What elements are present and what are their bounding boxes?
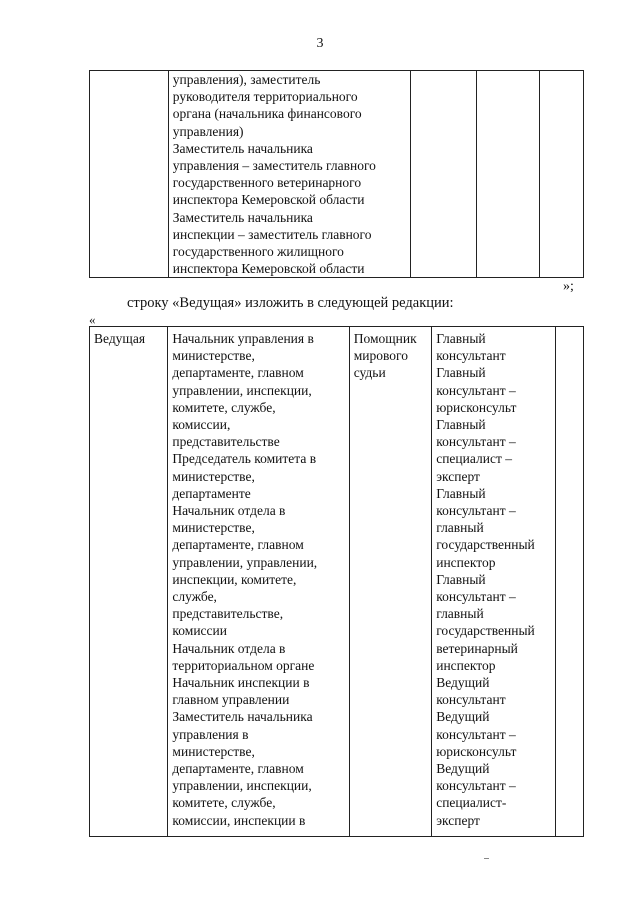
text-line: консультант – [436,503,516,519]
text-line: комиссии, инспекции в [172,812,306,828]
category-cell [90,327,168,837]
positions-list [172,330,344,829]
text-line: представительстве, [172,606,284,622]
text-line: комиссии, [172,417,231,433]
text-line: государственный [436,623,535,639]
text-line: ветеринарный [436,640,518,656]
text-line: инспектор [436,657,496,673]
text-line: эксперт [436,812,480,828]
text-line: управлении, инспекции, [172,778,312,794]
opening-quote: « [89,312,96,327]
text-line: Главный [436,365,486,381]
text-line: консультант [436,692,506,708]
text-line: эксперт [436,468,480,484]
text-line: Главный [436,485,486,501]
text-line: Начальник управления в [172,331,314,346]
text-line: управления), заместитель [172,72,321,87]
text-line: департаменте, главном [172,365,304,381]
text-line: государственного жилищного [172,244,344,260]
text-line: министерстве, [172,743,255,759]
table-cell-empty [411,71,476,278]
text-line: комиссии [172,623,227,639]
text-line: Главный [436,331,486,346]
text-line: главный [436,520,484,536]
scan-mark [484,858,489,859]
text-line: департаменте, главном [172,537,304,553]
text-line: комитете, службе, [172,399,276,415]
text-line: территориальном органе [172,657,315,673]
text-line: управления в [172,726,249,742]
text-line: управлении, инспекции, [172,382,312,398]
text-line: Председатель комитета в [172,451,317,467]
text-line: управлении, управлении, [172,554,318,570]
text-line: службе, [172,589,217,605]
assistant-position-list [354,330,428,382]
positions-list [173,71,406,277]
category-label: Ведущая [94,331,146,346]
text-line: управления) [172,123,244,139]
text-line: инспектора Кемеровской области [172,261,365,277]
text-line: юрисконсульт [436,399,517,415]
text-line: главном управлении [172,692,290,708]
text-line: Помощник [353,331,417,346]
text-line: руководителя территориального [172,89,358,105]
text-line: консультант – [436,382,516,398]
table-row [90,327,584,837]
text-line: Заместитель начальника [172,709,313,725]
text-line: государственный [436,537,535,553]
page-number: 3 [316,36,324,51]
text-line: консультант – [436,434,516,450]
table-cell-empty [476,71,539,278]
text-line: юрисконсульт [436,743,517,759]
text-line: специалист – [436,451,512,467]
instruction-paragraph: строку «Ведущая» изложить в следующей редакции: [127,295,454,311]
text-line: Начальник инспекции в [172,675,310,691]
table-new-row [89,326,584,837]
text-line: органа (начальника финансового [172,106,362,122]
table-cell-empty [556,327,584,837]
text-line: Главный [436,571,486,587]
positions-cell [168,327,349,837]
text-line: комитете, службе, [172,795,276,811]
table-cell-empty [540,71,584,278]
text-line: судьи [353,365,386,381]
text-line: департаменте [172,485,251,501]
text-line: представительстве [172,434,280,450]
closing-quote: »; [563,279,574,294]
consultant-cell [432,327,556,837]
text-line: консультант [436,348,506,364]
text-line: министерстве, [172,348,255,364]
text-line: инспектор [436,554,496,570]
text-line: инспектора Кемеровской области [172,192,365,208]
text-line: Начальник отдела в [172,503,286,519]
text-line: Ведущий [436,675,490,691]
consultant-positions-list [436,330,551,829]
text-line: управления – заместитель главного [172,158,376,174]
text-line: Ведущий [436,709,490,725]
text-line: консультант – [436,726,516,742]
text-line: министерстве, [172,520,255,536]
text-line: консультант – [436,778,516,794]
text-line: Начальник отдела в [172,640,286,656]
table-row [90,71,584,278]
text-line: департаменте, главном [172,761,304,777]
text-line: Заместитель начальника [172,209,313,225]
text-line: консультант – [436,589,516,605]
assistant-cell [349,327,432,837]
text-line: министерстве, [172,468,255,484]
text-line: инспекции, комитете, [172,571,297,587]
text-line: инспекции – заместитель главного [172,226,372,242]
table-continued [89,70,584,278]
text-line: мирового [353,348,408,364]
text-line: специалист- [436,795,507,811]
text-line: главный [436,606,484,622]
table-cell-empty [90,71,169,278]
text-line: государственного ветеринарного [172,175,362,191]
text-line: Главный [436,417,486,433]
table-cell-positions [168,71,410,278]
text-line: Ведущий [436,761,490,777]
text-line: Заместитель начальника [172,140,313,156]
